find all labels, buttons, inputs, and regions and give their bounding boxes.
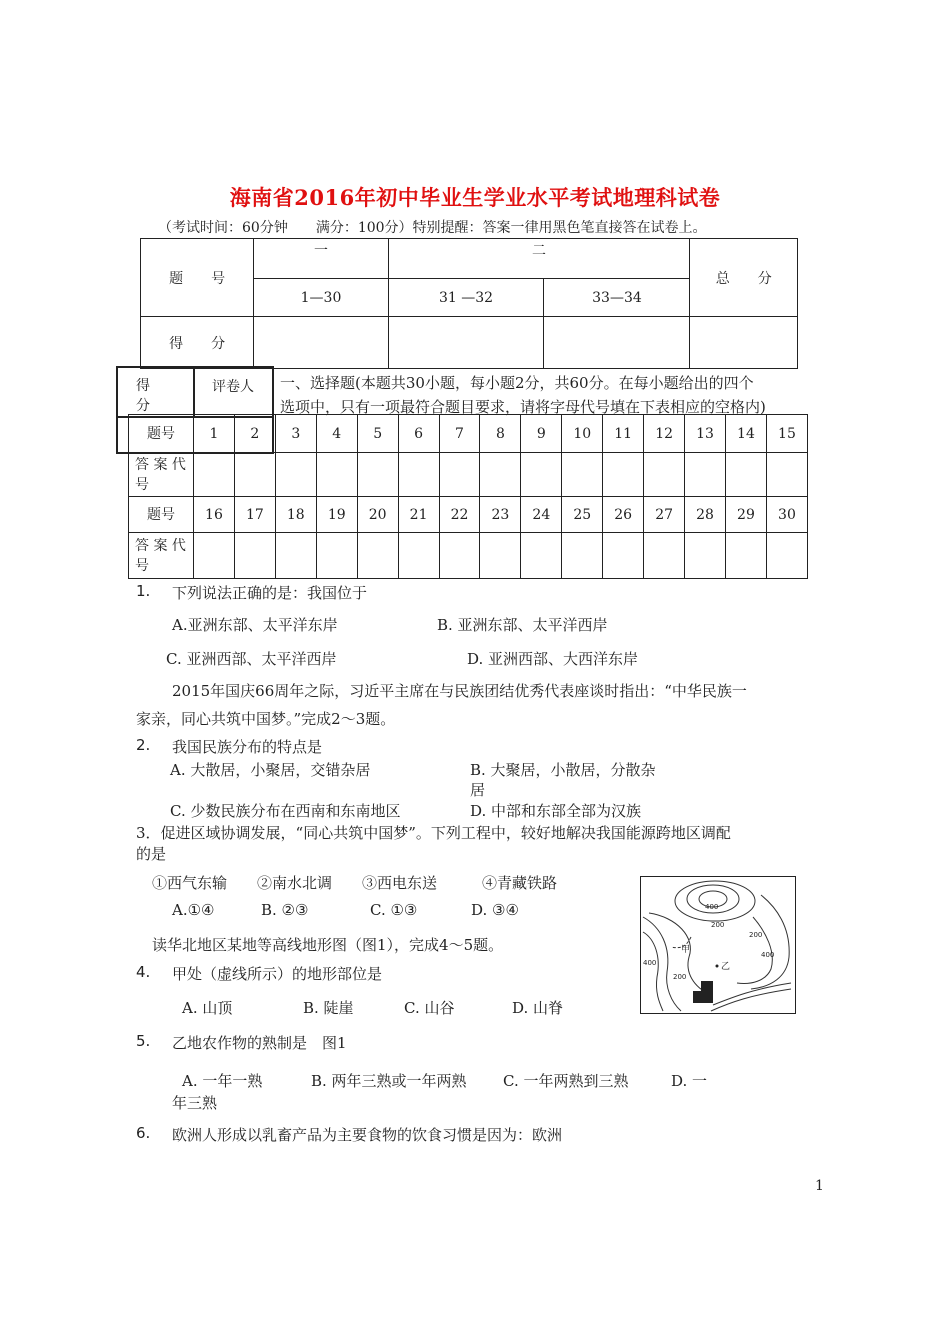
answer-number-cell: 10: [562, 415, 603, 453]
score-header-zong: 总 分: [690, 239, 798, 317]
score-cell[interactable]: [544, 317, 690, 369]
scorer-pingjuanren: 评卷人: [212, 379, 254, 395]
passage2: 读华北地区某地等高线地形图（图1），完成4～5题。: [152, 936, 504, 954]
q4-stem: 甲处（虚线所示）的地形部位是: [172, 965, 383, 983]
answer-number-cell: 22: [439, 497, 480, 533]
q2-option-d[interactable]: D. 中部和东部全部为汉族: [470, 802, 642, 820]
answer-number-cell: 1: [194, 415, 235, 453]
q3-option-a[interactable]: A.①④: [172, 901, 215, 919]
answer-number-cell: 6: [398, 415, 439, 453]
answer-number-cell: 27: [644, 497, 685, 533]
answer-number-cell: 30: [766, 497, 807, 533]
answer-input-cell[interactable]: [275, 453, 316, 497]
map-label: 400: [643, 959, 657, 967]
q4-option-b[interactable]: B. 陡崖: [303, 999, 354, 1017]
q2-number: 2.: [136, 736, 151, 754]
map-label: 400: [761, 951, 775, 959]
q5-option-d[interactable]: D. 一: [671, 1072, 708, 1090]
map-label: 乙: [721, 962, 731, 972]
answer-number-cell: 7: [439, 415, 480, 453]
q2-option-b[interactable]: B. 大聚居，小散居，分散杂: [470, 761, 656, 779]
answer-input-cell[interactable]: [725, 533, 766, 579]
q1-option-b[interactable]: B. 亚洲东部、太平洋西岸: [437, 616, 608, 634]
scorer-box: [116, 366, 274, 454]
map-label: 200: [749, 931, 763, 939]
answer-input-cell[interactable]: [562, 533, 603, 579]
answer-row-label: 题号: [129, 415, 194, 453]
q3-options: ①西气东输 ②南水北调 ③西电东送 ④青藏铁路: [152, 874, 558, 892]
exam-subtitle: （考试时间：60分钟 满分：100分）特别提醒：答案一律用黑色笔直接答在试卷上。: [158, 220, 707, 236]
q5-stem: 乙地农作物的熟制是 图1: [172, 1034, 347, 1052]
answer-number-cell: 19: [316, 497, 357, 533]
answer-input-cell[interactable]: [234, 453, 275, 497]
q2-option-b-wrap: 居: [470, 781, 486, 799]
answer-row-label: 题号: [129, 497, 194, 533]
answer-input-cell[interactable]: [398, 533, 439, 579]
answer-input-cell[interactable]: [685, 533, 726, 579]
exam-title: 海南省2016年初中毕业生学业水平考试地理科试卷: [229, 185, 721, 210]
score-cell[interactable]: [690, 317, 798, 369]
answer-number-cell: 2: [234, 415, 275, 453]
answer-input-cell[interactable]: [275, 533, 316, 579]
answer-number-cell: 14: [725, 415, 766, 453]
answer-number-cell: 17: [234, 497, 275, 533]
answer-number-cell: 16: [194, 497, 235, 533]
answer-number-cell: 3: [275, 415, 316, 453]
answer-input-cell[interactable]: [234, 533, 275, 579]
answer-row-label: 答 案 代 号: [129, 533, 194, 579]
answer-input-cell[interactable]: [480, 533, 521, 579]
passage1-line2: 家亲，同心共筑中国梦。”完成2～3题。: [136, 710, 396, 728]
answer-number-cell: 18: [275, 497, 316, 533]
q1-number: 1.: [136, 582, 151, 600]
scorer-defen: 得 分: [136, 378, 150, 414]
answer-number-cell: 8: [480, 415, 521, 453]
q4-option-d[interactable]: D. 山脊: [512, 999, 564, 1017]
answer-input-cell[interactable]: [644, 533, 685, 579]
answer-number-cell: 21: [398, 497, 439, 533]
map-label: 200: [711, 921, 725, 929]
q3-line2: 的是: [136, 845, 167, 863]
answer-input-cell[interactable]: [439, 453, 480, 497]
answer-number-cell: 5: [357, 415, 398, 453]
answer-row-label: 答 案 代 号: [129, 453, 194, 497]
answer-number-cell: 28: [685, 497, 726, 533]
answer-number-cell: 9: [521, 415, 562, 453]
answer-input-cell[interactable]: [562, 453, 603, 497]
score-table: [140, 238, 798, 369]
section1-line1: 一、选择题(本题共30小题，每小题2分，共60分。在每小题给出的四个: [280, 374, 754, 392]
score-cell[interactable]: [254, 317, 388, 369]
score-cell[interactable]: [388, 317, 544, 369]
q1-option-c[interactable]: C. 亚洲西部、太平洋西岸: [166, 650, 337, 668]
answer-number-cell: 25: [562, 497, 603, 533]
answer-number-cell: 11: [603, 415, 644, 453]
answer-input-cell[interactable]: [480, 453, 521, 497]
page-number: 1: [815, 1178, 824, 1194]
q2-option-a[interactable]: A. 大散居，小聚居，交错杂居: [170, 761, 371, 779]
q2-stem: 我国民族分布的特点是: [172, 738, 323, 756]
answer-number-cell: 13: [685, 415, 726, 453]
score-header-yi: 一: [254, 239, 388, 279]
answer-input-cell[interactable]: [603, 453, 644, 497]
answer-input-cell[interactable]: [766, 453, 807, 497]
answer-input-cell[interactable]: [521, 453, 562, 497]
q1-stem: 下列说法正确的是：我国位于: [172, 584, 368, 602]
answer-input-cell[interactable]: [357, 453, 398, 497]
answer-input-cell[interactable]: [685, 453, 726, 497]
answer-input-cell[interactable]: [316, 533, 357, 579]
score-header-er: 二: [388, 239, 690, 279]
q3-option-c[interactable]: C. ①③: [370, 901, 418, 919]
answer-number-cell: 24: [521, 497, 562, 533]
q4-option-c[interactable]: C. 山谷: [404, 999, 455, 1017]
contour-map-figure: [640, 876, 796, 1014]
answer-input-cell[interactable]: [439, 533, 480, 579]
score-sub-2: 31 —32: [388, 279, 544, 317]
answer-input-cell[interactable]: [316, 453, 357, 497]
answer-input-cell[interactable]: [644, 453, 685, 497]
answer-input-cell[interactable]: [357, 533, 398, 579]
answer-input-cell[interactable]: [725, 453, 766, 497]
answer-input-cell[interactable]: [603, 533, 644, 579]
map-label: 200: [673, 973, 687, 981]
section1-line2: 选项中，只有一项最符合题目要求，请将字母代号填在下表相应的空格内): [280, 398, 766, 416]
score-row-defen: 得 分: [141, 317, 254, 369]
q5-option-d-wrap: 年三熟: [172, 1094, 218, 1112]
q6-number: 6.: [136, 1124, 151, 1142]
q5-option-c[interactable]: C. 一年两熟到三熟: [503, 1072, 629, 1090]
contour-map-svg: [641, 877, 794, 1012]
answer-input-cell[interactable]: [398, 453, 439, 497]
answer-number-cell: 29: [725, 497, 766, 533]
answer-number-cell: 15: [766, 415, 807, 453]
score-sub-1: 1—30: [254, 279, 388, 317]
score-sub-3: 33—34: [544, 279, 690, 317]
score-header-tihao: 题 号: [141, 239, 254, 317]
answer-number-cell: 4: [316, 415, 357, 453]
answer-number-cell: 12: [644, 415, 685, 453]
q4-number: 4.: [136, 963, 151, 981]
answer-number-cell: 26: [603, 497, 644, 533]
q4-option-a[interactable]: A. 山顶: [182, 999, 233, 1017]
map-label: 甲: [681, 945, 691, 955]
passage1-line1: 2015年国庆66周年之际，习近平主席在与民族团结优秀代表座谈时指出：“中华民族一: [172, 682, 747, 700]
q3-line1: 3．促进区域协调发展，“同心共筑中国梦”。下列工程中，较好地解决我国能源跨地区调配: [136, 824, 731, 842]
answer-input-cell[interactable]: [194, 533, 235, 579]
q5-option-a[interactable]: A. 一年一熟: [182, 1072, 263, 1090]
answer-input-cell[interactable]: [766, 533, 807, 579]
answer-number-cell: 23: [480, 497, 521, 533]
q5-option-b[interactable]: B. 两年三熟或一年两熟: [311, 1072, 467, 1090]
answer-input-cell[interactable]: [521, 533, 562, 579]
q3-option-d[interactable]: D. ③④: [471, 901, 519, 919]
q1-option-a[interactable]: A.亚洲东部、太平洋东岸: [172, 616, 338, 634]
answer-input-cell[interactable]: [194, 453, 235, 497]
q6-stem: 欧洲人形成以乳畜产品为主要食物的饮食习惯是因为：欧洲: [172, 1126, 563, 1144]
map-label: 400: [705, 903, 719, 911]
answer-number-cell: 20: [357, 497, 398, 533]
q5-number: 5.: [136, 1032, 151, 1050]
q2-option-c[interactable]: C. 少数民族分布在西南和东南地区: [170, 802, 401, 820]
q3-option-b[interactable]: B. ②③: [261, 901, 309, 919]
q1-option-d[interactable]: D. 亚洲西部、大西洋东岸: [467, 650, 639, 668]
